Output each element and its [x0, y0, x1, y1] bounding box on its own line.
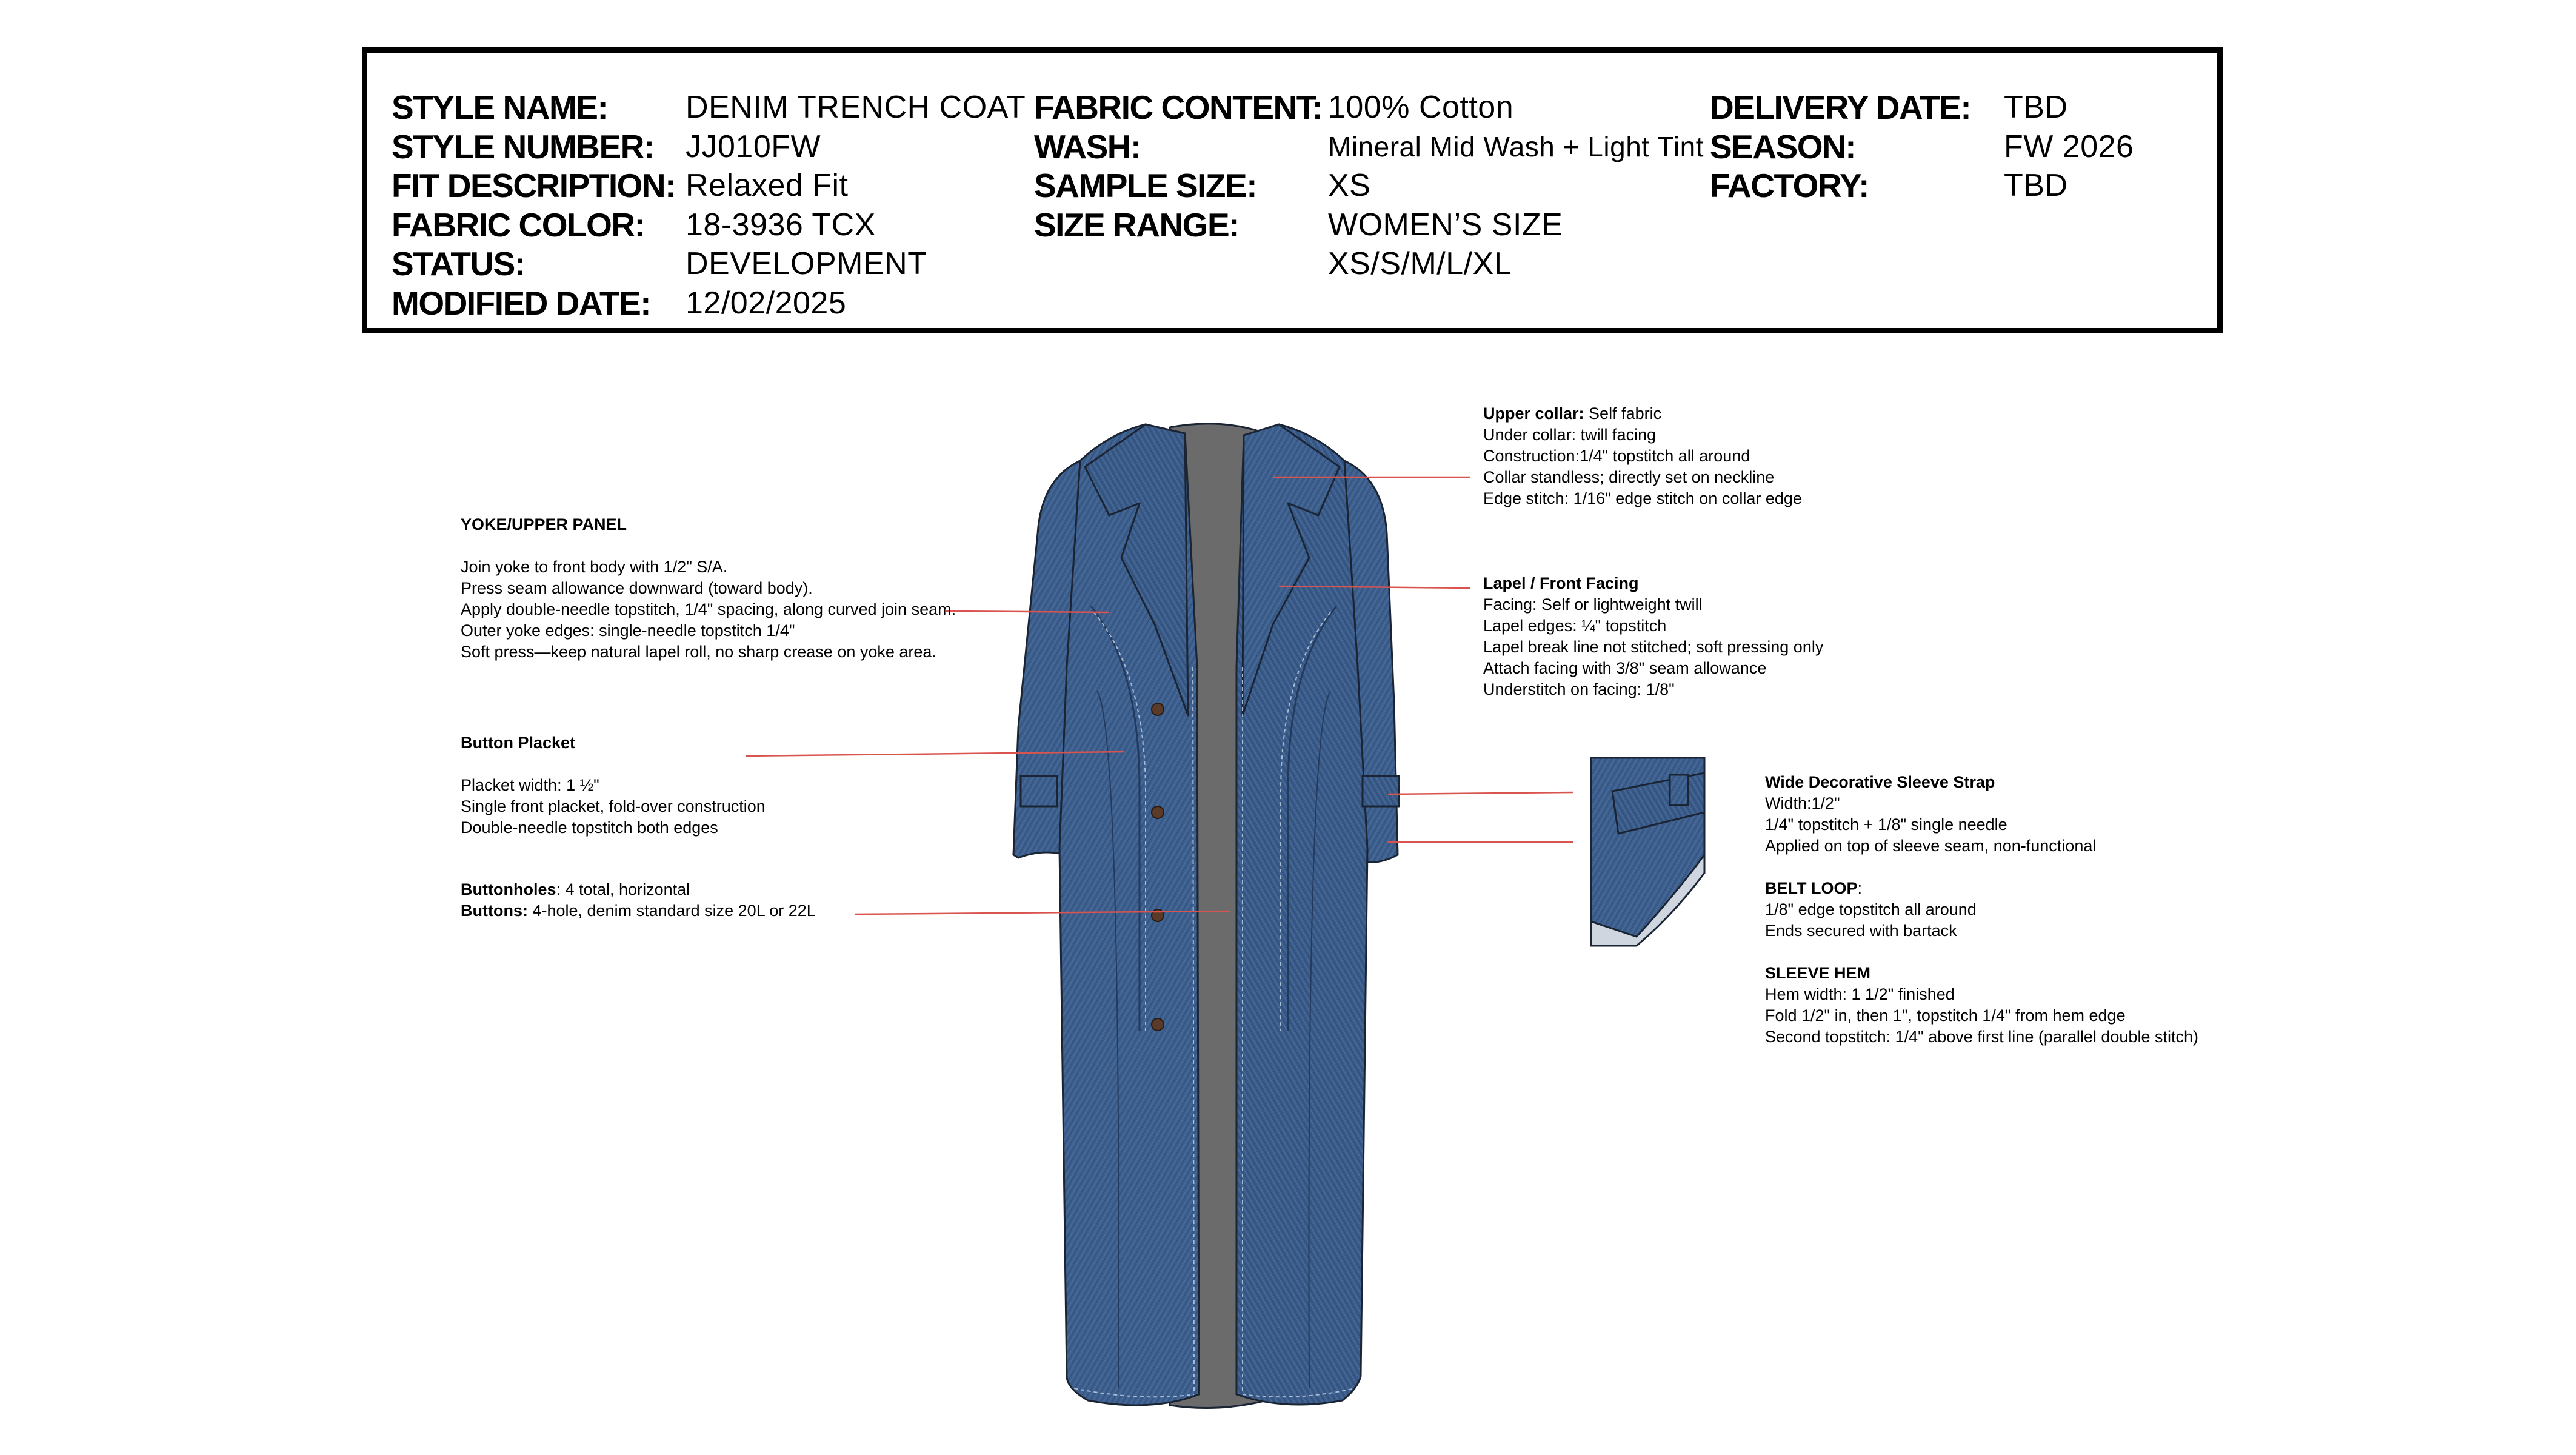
note-line: Lapel break line not stitched; soft pressing only	[1483, 638, 1824, 656]
note-title: BELT LOOP	[1765, 879, 1858, 897]
spec-value: 100% Cotton	[1328, 90, 1514, 125]
sleeve-detail-buckle	[1670, 775, 1688, 805]
note-line: Double-needle topstitch both edges	[461, 818, 718, 837]
buttons-text: 4-hole, denim standard size 20L or 22L	[527, 901, 816, 920]
note-line: Width:1/2"	[1765, 794, 1840, 812]
spec-label: FABRIC CONTENT:	[1034, 89, 1323, 127]
spec-label: WASH:	[1034, 127, 1141, 166]
note-upper-collar	[1483, 403, 1802, 509]
note-line: Edge stitch: 1/16" edge stitch on collar edge	[1483, 489, 1802, 507]
note-yoke-upper-panel	[461, 514, 956, 663]
note-line: Facing: Self or lightweight twill	[1483, 595, 1703, 614]
spec-value: XS	[1328, 168, 1371, 204]
spec-label: SAMPLE SIZE:	[1034, 167, 1257, 205]
spec-value: JJ010FW	[686, 129, 821, 164]
buttonholes-label: Buttonholes	[461, 880, 556, 898]
spec-label: MODIFIED DATE:	[392, 284, 651, 322]
note-line: Lapel edges: ¼" topstitch	[1483, 617, 1667, 635]
spec-label: FIT DESCRIPTION:	[392, 167, 675, 205]
note-line: Second topstitch: 1/4" above first line (parallel double stitch)	[1765, 1028, 2198, 1046]
button	[1152, 806, 1164, 818]
note-lapel-front-facing	[1483, 573, 1823, 700]
note-line: Apply double-needle topstitch, 1/4" spacing, along curved join seam.	[461, 600, 956, 618]
note-title: Lapel / Front Facing	[1483, 574, 1639, 592]
note-title: YOKE/UPPER PANEL	[461, 515, 627, 534]
spec-label: SIZE RANGE:	[1034, 206, 1239, 244]
spec-label: FACTORY:	[1710, 167, 1869, 205]
note-line: Hem width: 1 1/2" finished	[1765, 985, 1955, 1003]
callout-line-strap	[1388, 792, 1573, 794]
spec-label: SEASON:	[1710, 127, 1856, 166]
spec-label: STYLE NUMBER:	[392, 127, 654, 166]
right-sleeve-strap	[1363, 776, 1399, 806]
note-line: Join yoke to front body with 1/2" S/A.	[461, 558, 728, 576]
button	[1152, 703, 1164, 715]
spec-value: WOMEN’S SIZE	[1328, 207, 1563, 242]
note-line: Outer yoke edges: single-needle topstitch 1/4"	[461, 621, 795, 640]
spec-value: TBD	[2004, 168, 2068, 204]
note-line: 1/8" edge topstitch all around	[1765, 900, 1977, 918]
note-line: 1/4" topstitch + 1/8" single needle	[1765, 815, 2007, 834]
spec-value: FW 2026	[2004, 129, 2134, 164]
note-line: Under collar: twill facing	[1483, 426, 1657, 444]
note-title-rest: :	[1857, 879, 1863, 897]
note-line: Construction:1/4" topstitch all around	[1483, 447, 1750, 465]
button	[1152, 1018, 1164, 1031]
note-line: Applied on top of sleeve seam, non-functional	[1765, 837, 2097, 855]
spec-value: 18-3936 TCX	[686, 207, 876, 242]
spec-label: STYLE NAME:	[392, 89, 608, 127]
spec-label: FABRIC COLOR:	[392, 206, 645, 244]
note-line: Placket width: 1 ½"	[461, 776, 599, 794]
spec-value: DENIM TRENCH COAT	[686, 90, 1026, 125]
note-line: Attach facing with 3/8" seam allowance	[1483, 659, 1767, 677]
buttons-label: Buttons:	[461, 901, 528, 920]
spec-value: Relaxed Fit	[686, 168, 849, 204]
spec-value: Mineral Mid Wash + Light Tint	[1328, 130, 1704, 162]
note-buttons	[461, 879, 816, 921]
note-line: Single front placket, fold-over construction	[461, 797, 766, 815]
spec-label: STATUS:	[392, 245, 525, 283]
note-line: Fold 1/2" in, then 1", topstitch 1/4" from hem edge	[1765, 1006, 2126, 1025]
note-line: Press seam allowance downward (toward body).	[461, 579, 813, 597]
trench-coat-front-view	[1013, 424, 1399, 1408]
spec-value: XS/S/M/L/XL	[1328, 246, 1512, 282]
note-title: Wide Decorative Sleeve Strap	[1765, 773, 1995, 791]
left-sleeve-strap	[1021, 776, 1057, 806]
note-title: Button Placket	[461, 734, 576, 752]
spec-value: 12/02/2025	[686, 285, 847, 321]
note-line: Ends secured with bartack	[1765, 921, 1957, 940]
spec-value: DEVELOPMENT	[686, 246, 927, 282]
note-line: Soft press—keep natural lapel roll, no sharp crease on yoke area.	[461, 643, 936, 661]
spec-value: TBD	[2004, 90, 2068, 125]
note-title-rest: Self fabric	[1584, 404, 1662, 423]
note-title: Upper collar:	[1483, 404, 1584, 423]
note-sleeve-strap	[1765, 772, 2198, 1048]
sleeve-strap-detail	[1591, 758, 1704, 946]
note-button-placket	[461, 732, 766, 838]
note-line: Understitch on facing: 1/8"	[1483, 680, 1675, 698]
note-title: SLEEVE HEM	[1765, 964, 1871, 982]
spec-label: DELIVERY DATE:	[1710, 89, 1971, 127]
note-line: Collar standless; directly set on neckline	[1483, 468, 1775, 486]
buttonholes-text: : 4 total, horizontal	[556, 880, 690, 898]
